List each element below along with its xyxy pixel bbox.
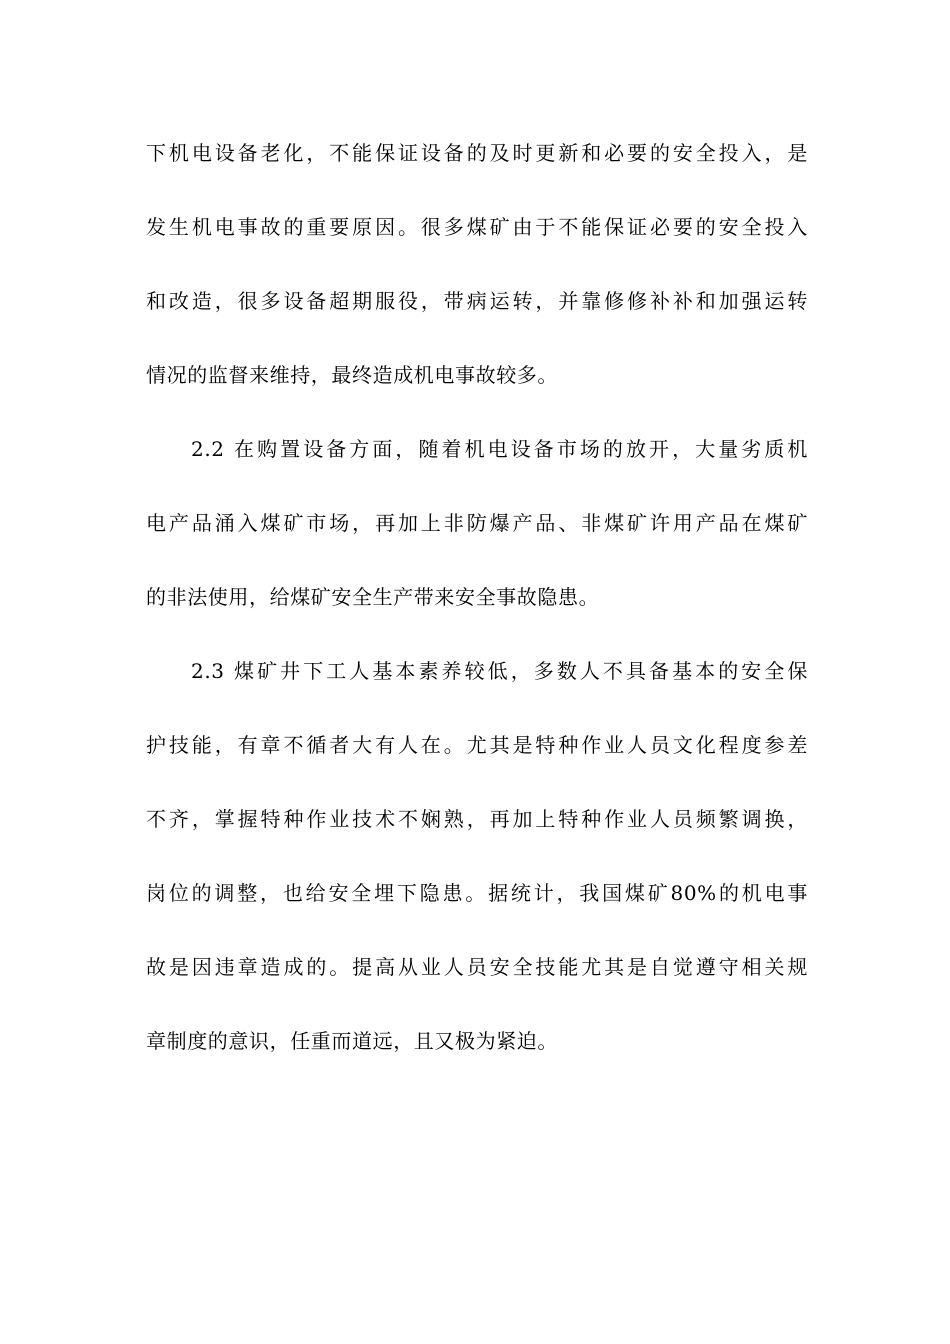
text-line: 下机电设备老化，不能保证设备的及时更新和必要的安全投入，是 xyxy=(146,141,808,165)
text-line: 护技能，有章不循者大有人在。尤其是特种作业人员文化程度参差 xyxy=(146,733,808,757)
text-line: 电产品涌入煤矿市场，再加上非防爆产品、非煤矿许用产品在煤矿 xyxy=(146,511,808,535)
text-line: 发生机电事故的重要原因。很多煤矿由于不能保证必要的安全投入 xyxy=(146,215,808,239)
text-line: 岗位的调整，也给安全埋下隐患。据统计，我国煤矿80%的机电事 xyxy=(146,881,808,905)
text-line: 不齐，掌握特种作业技术不娴熟，再加上特种作业人员频繁调换， xyxy=(146,807,808,831)
text-line: 故是因违章造成的。提高从业人员安全技能尤其是自觉遵守相关规 xyxy=(146,955,808,979)
text-line: 的非法使用，给煤矿安全生产带来安全事故隐患。 xyxy=(146,585,600,609)
text-line: 章制度的意识，任重而道远，且又极为紧迫。 xyxy=(146,1029,558,1053)
document-body xyxy=(146,133,808,1095)
text-line: 和改造，很多设备超期服役，带病运转，并靠修修补补和加强运转 xyxy=(146,289,808,313)
paragraph-start-line: 2.3 煤矿井下工人基本素养较低，多数人不具备基本的安全保 xyxy=(191,659,808,683)
text-line: 情况的监督来维持，最终造成机电事故较多。 xyxy=(146,363,558,387)
paragraph-start-line: 2.2 在购置设备方面，随着机电设备市场的放开，大量劣质机 xyxy=(191,437,808,461)
